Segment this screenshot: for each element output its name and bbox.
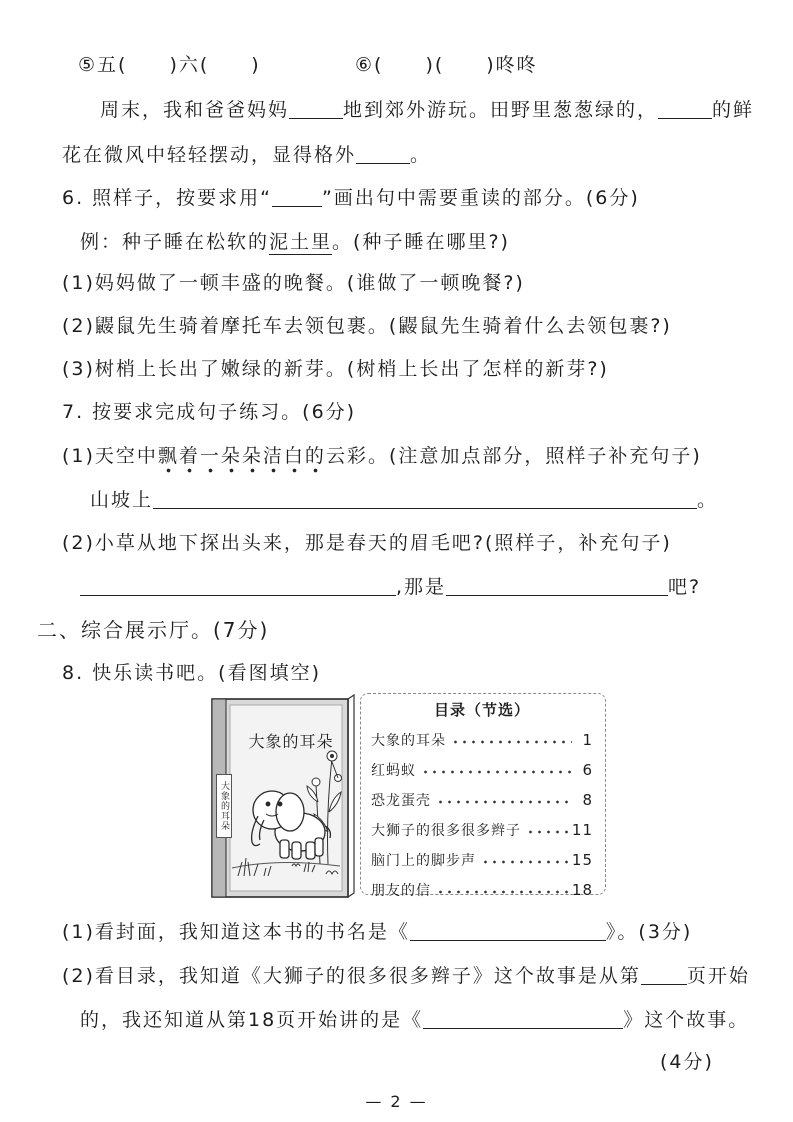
answer-end: 。 <box>697 489 719 511</box>
answer-end: 吧? <box>668 576 702 598</box>
answer-blank <box>356 145 410 164</box>
q8-heading-text: 8. 快乐读书吧。(看图填空) <box>62 662 321 684</box>
section-heading-text: 二、综合展示厅。(7分) <box>37 618 270 642</box>
answer-blank <box>153 490 697 509</box>
book-cover-illustration <box>208 692 358 902</box>
example-text: 。(种子睡在哪里?) <box>332 231 510 253</box>
answer-blank <box>289 100 343 119</box>
answer-prefix: 山坡上 <box>90 489 154 511</box>
q5-paragraph-line-2 <box>62 144 431 166</box>
toc-entry <box>371 815 593 845</box>
toc-entry <box>371 845 593 875</box>
answer-blank <box>446 577 668 596</box>
paragraph-text: 地到郊外游玩。田野里葱葱绿的， <box>343 99 659 121</box>
toc-leader-dots <box>481 853 569 867</box>
q7-item-text: (2)小草从地下探出头来，那是春天的眉毛吧?(照样子，补充句子) <box>62 532 672 554</box>
q5-item-6-text: ⑥( )( )咚咚 <box>355 54 538 76</box>
toc-title: 目录（节选） <box>433 701 530 719</box>
q6-item-text: (1)妈妈做了一顿丰盛的晚餐。(谁做了一顿晚餐?) <box>62 272 525 294</box>
toc-leader-dots <box>436 793 572 807</box>
q6-heading <box>62 187 640 209</box>
q6-heading-text: ”画出句中需要重读的部分。(6分) <box>322 187 640 209</box>
paragraph-text: 的鲜 <box>712 99 755 121</box>
answer-blank <box>641 966 687 985</box>
toc-entry-page: 1 <box>582 731 593 749</box>
toc-leader-dots <box>451 733 572 747</box>
toc-entry-page: 15 <box>571 851 593 869</box>
q5-item-5-text: ⑤五( )六( ) <box>78 54 261 76</box>
answer-blank <box>423 1010 623 1029</box>
q7-item-1 <box>62 445 702 467</box>
toc-leader-dots <box>436 883 569 897</box>
q6-item-3 <box>62 358 609 380</box>
emphasis-dotted-text: 飘着一朵朵洁白的 <box>158 445 326 474</box>
toc-entry-title: 大象的耳朵 <box>371 733 446 749</box>
q8-sub-text: 》。(3分) <box>605 921 693 943</box>
q8-sub-text: 页开始 <box>686 965 750 987</box>
q6-item-1 <box>62 272 525 294</box>
q5-item-6 <box>355 54 538 76</box>
toc-entry-title: 朋友的信 <box>371 883 431 899</box>
underline-sample <box>272 188 322 207</box>
q6-item-2 <box>62 315 672 337</box>
toc-entry-page: 6 <box>582 761 593 779</box>
toc-entry <box>371 725 593 755</box>
q8-sub-text: 的，我还知道从第18页开始讲的是《 <box>80 1009 424 1031</box>
q7-item-2 <box>62 532 672 554</box>
toc-leader-dots <box>526 823 569 837</box>
example-text: 例：种子睡在松软的 <box>80 231 270 253</box>
toc-leader-dots <box>421 763 572 777</box>
toc-entry <box>371 875 593 905</box>
paragraph-text: 花在微风中轻轻摆动，显得格外 <box>62 144 357 166</box>
table-of-contents <box>360 693 606 899</box>
q8-sub-text: (1)看封面，我知道这本书的书名是《 <box>62 921 410 943</box>
toc-entry-title: 脑门上的脚步声 <box>371 853 476 869</box>
book-cover-title: 大象的耳朵 <box>248 732 334 751</box>
paragraph-text: 周末，我和爸爸妈妈 <box>100 99 290 121</box>
q8-sub-text: (2)看目录，我知道《大狮子的很多很多辫子》这个故事是从第 <box>62 965 641 987</box>
book-spine-label: 大象的耳朵 <box>216 774 232 838</box>
q7-item-text: 云彩。(注意加点部分，照样子补充句子) <box>325 445 702 467</box>
toc-entry <box>371 785 593 815</box>
q7-item-text: (1)天空中 <box>62 445 158 467</box>
q8-heading <box>62 662 321 684</box>
example-underlined-word: 泥土里 <box>269 231 333 253</box>
q8-sub-1 <box>62 921 692 943</box>
toc-entry-title: 大狮子的很多很多辫子 <box>371 823 521 839</box>
toc-entry-page: 8 <box>582 791 593 809</box>
q5-item-5 <box>78 54 261 76</box>
q7-heading <box>62 401 356 423</box>
toc-entry-title: 红蚂蚁 <box>371 763 416 779</box>
q8-sub-2-line-2 <box>80 1009 749 1031</box>
paragraph-text: 。 <box>410 144 432 166</box>
q6-example <box>80 231 510 253</box>
q6-item-text: (2)鼹鼠先生骑着摩托车去领包裹。(鼹鼠先生骑着什么去领包裹?) <box>62 315 672 337</box>
toc-entry-page: 18 <box>571 881 593 899</box>
q7-item-2-answer <box>80 576 701 598</box>
q8-sub-text: 》这个故事。 <box>623 1009 750 1031</box>
answer-blank <box>80 577 396 596</box>
score-text: (4分) <box>660 1051 714 1073</box>
q6-item-text: (3)树梢上长出了嫩绿的新芽。(树梢上长出了怎样的新芽?) <box>62 358 609 380</box>
answer-blank <box>658 100 712 119</box>
q5-paragraph-line-1 <box>100 99 754 121</box>
section-2-heading <box>37 619 269 641</box>
q7-heading-text: 7. 按要求完成句子练习。(6分) <box>62 401 357 423</box>
q7-item-1-answer <box>90 489 718 511</box>
page-number: — 2 — <box>365 1092 428 1111</box>
q8-sub-2-score <box>660 1051 714 1073</box>
toc-entry <box>371 755 593 785</box>
q6-heading-text: 6. 照样子，按要求用“ <box>62 187 273 209</box>
q8-sub-2-line-1 <box>62 965 750 987</box>
answer-mid: ,那是 <box>396 576 447 598</box>
toc-entry-page: 11 <box>571 821 593 839</box>
answer-blank <box>410 922 606 941</box>
toc-entry-title: 恐龙蛋壳 <box>371 793 431 809</box>
